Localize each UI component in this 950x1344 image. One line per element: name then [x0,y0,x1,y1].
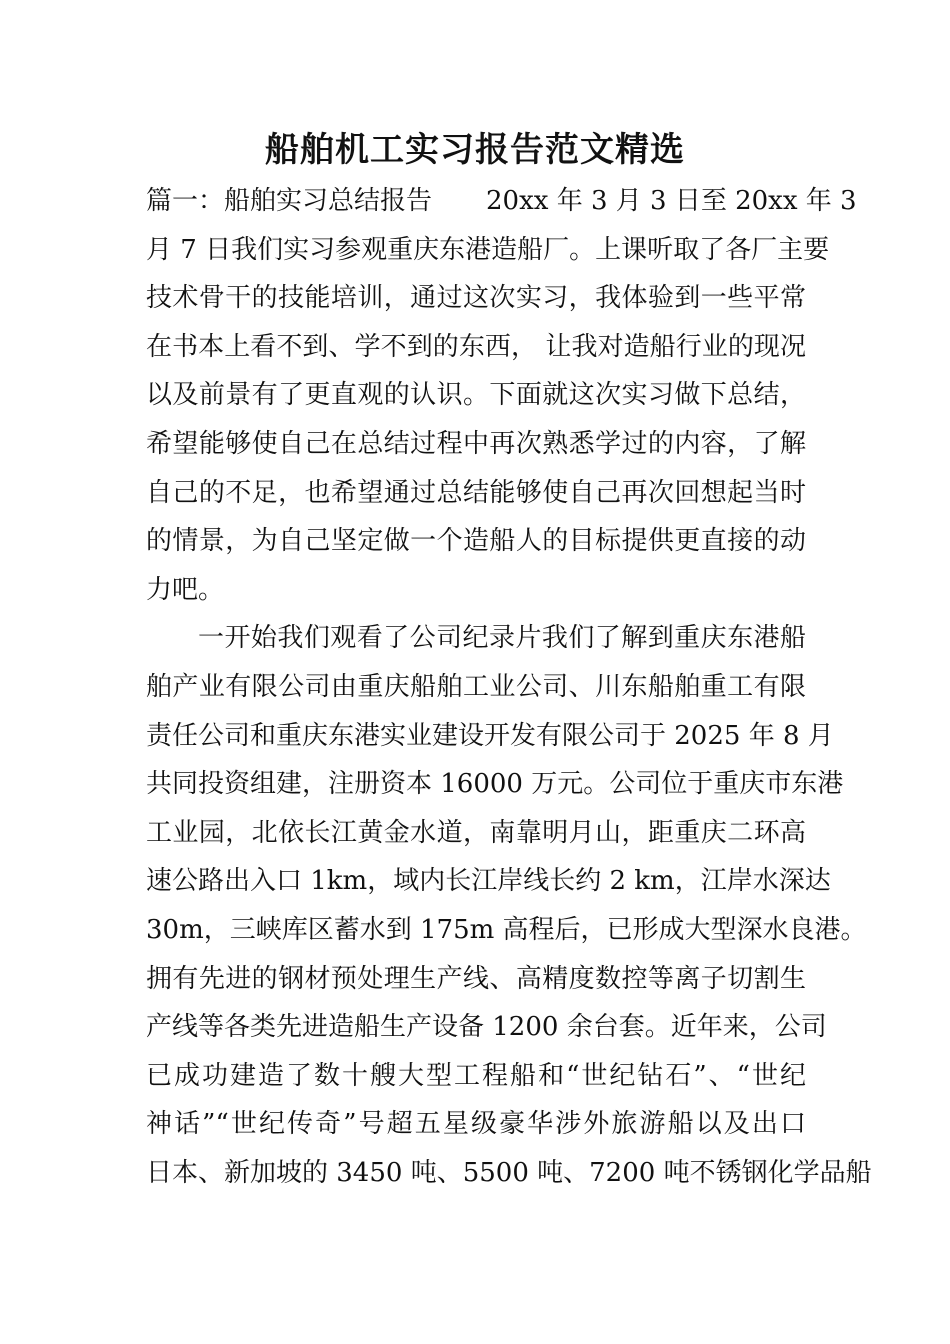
paragraph-line: 力吧。 [146,574,225,605]
paragraph-line: 工业园，北依长江黄金水道，南靠明月山，距重庆二环高 [146,817,806,848]
paragraph-line: 舶产业有限公司由重庆船舶工业公司、川东船舶重工有限 [146,671,806,702]
paragraph-line: 自己的不足，也希望通过总结能够使自己再次回想起当时 [146,477,806,508]
paragraph-line: 的情景，为自己坚定做一个造船人的目标提供更直接的动 [146,526,806,557]
paragraph-line [146,177,857,226]
document-body [146,177,872,1197]
paragraph-line: 日本、新加坡的 3450 吨、5500 吨、7200 吨不锈钢化学品船 [146,1157,872,1188]
paragraph-line: 希望能够使自己在总结过程中再次熟悉学过的内容，了解 [146,428,806,459]
paragraph-line: 月 7 日我们实习参观重庆东港造船厂。上课听取了各厂主要 [146,234,830,265]
document-title: 船舶机工实习报告范文精选 [265,130,685,170]
paragraph-line: 以及前景有了更直观的认识。下面就这次实习做下总结， [146,380,806,411]
paragraph-line: 30m，三峡库区蓄水到 175m 高程后，已形成大型深水良港。 [146,914,867,945]
paragraph-line: 共同投资组建，注册资本 16000 万元。公司位于重庆市东港 [146,769,844,800]
paragraph-line: 拥有先进的钢材预处理生产线、高精度数控等离子切割生 [146,963,806,994]
paragraph-line: 已成功建造了数十艘大型工程船和“世纪钻石”、“世纪 [146,1060,806,1091]
paragraph-line: 技术骨干的技能培训，通过这次实习，我体验到一些平常 [146,283,806,314]
paragraph-line: 神话”“世纪传奇”号超五星级豪华涉外旅游船以及出口 [146,1109,806,1140]
paragraph-line: 产线等各类先进造船生产设备 1200 余台套。近年来，公司 [146,1012,827,1043]
section-heading: 篇一：船舶实习总结报告 [146,186,433,216]
paragraph-line: 责任公司和重庆东港实业建设开发有限公司于 2025 年 8 月 [146,720,834,751]
paragraph-line: 一开始我们观看了公司纪录片我们了解到重庆东港船 [198,623,806,654]
paragraph-line: 在书本上看不到、学不到的东西， 让我对造船行业的现况 [146,331,806,362]
line-text: 20xx 年 3 月 3 日至 20xx 年 3 [486,186,857,216]
paragraph-line: 速公路出入口 1km，域内长江岸线长约 2 km，江岸水深达 [146,866,831,897]
